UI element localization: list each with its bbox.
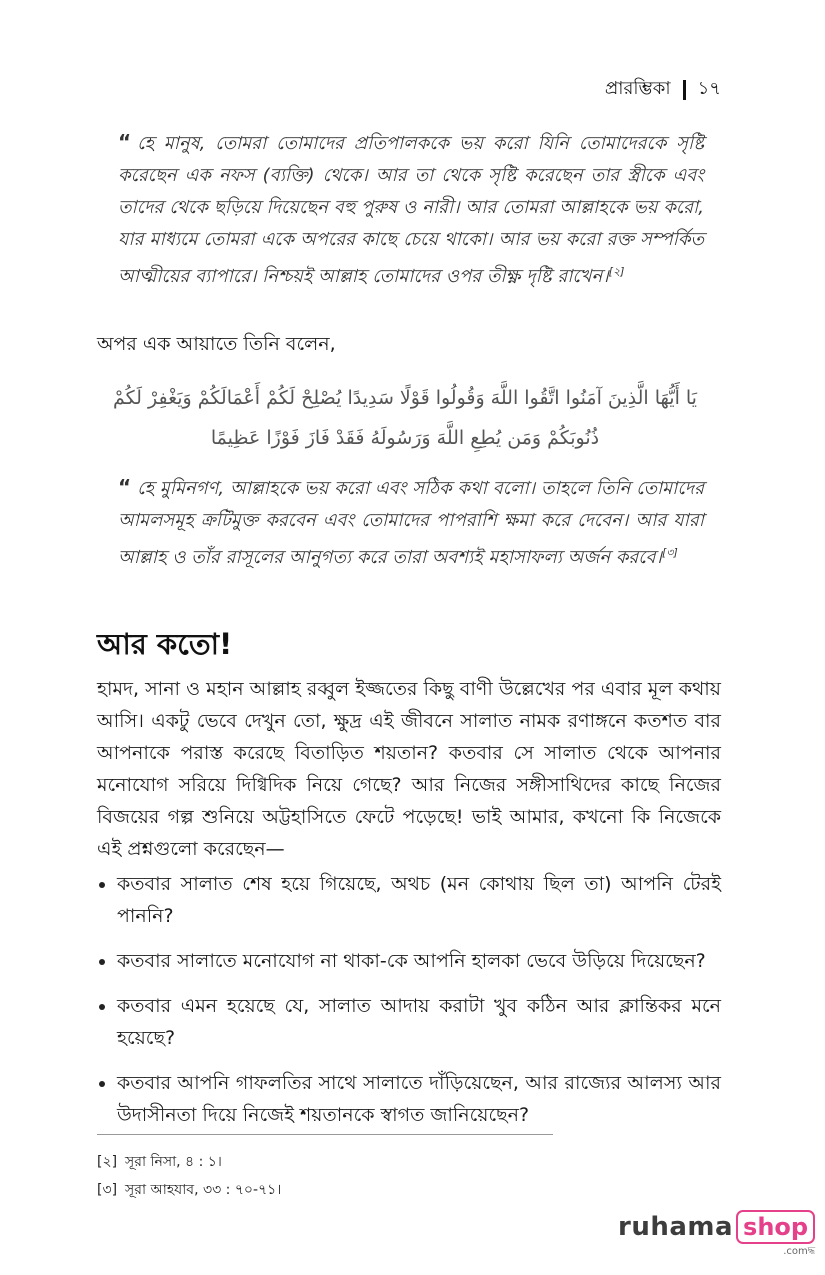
footnote-ref: [৩] — [662, 546, 678, 559]
logo-word: ruhama — [618, 1212, 734, 1242]
footnote — [97, 1178, 281, 1202]
footnote-divider — [97, 1134, 553, 1135]
intro-line: অপর এক আয়াতে তিনি বলেন, — [97, 333, 336, 355]
section-heading: আর কতো! — [97, 627, 233, 661]
section-title: প্রারম্ভিকা — [604, 78, 671, 99]
footnote-ref: [২] — [608, 265, 625, 278]
footnote-number: [২] — [97, 1154, 118, 1170]
logo-domain: .comদ্ধ — [783, 1246, 816, 1257]
ruhama-shop-logo — [618, 1210, 815, 1261]
question-list — [97, 868, 721, 1144]
page-number: ১৭ — [697, 78, 721, 99]
bullet-icon — [99, 882, 105, 888]
logo-shop: shop — [736, 1210, 815, 1244]
quote-nisa — [118, 126, 704, 293]
bullet-icon — [99, 1081, 105, 1087]
quote-mark-icon: “ — [118, 130, 132, 154]
quote-mark-icon: “ — [118, 475, 132, 499]
list-item: কতবার সালাতে মনোযোগ না থাকা-কে আপনি হালকা ভেবে উড়িয়ে দিয়েছেন? — [97, 945, 721, 977]
header-separator — [683, 80, 686, 100]
body-paragraph: হামদ, সানা ও মহান আল্লাহ রব্বুল ইজ্জতের কিছু বাণী উল্লেখের পর এবার মূল কথায় আসি। একটু ভেবে দেখুন তো, ক্ষুদ্র এই জীবনে সালাত নামক রণাঙ্গনে কতশত বার আপনাকে পরাস্ত করেছে বিতাড়িত শয়তান? কতবার সে সালাত থেকে আপনার মনোযোগ সরিয়ে দিগ্বিদিক নিয়ে গেছে? আর নিজের সঙ্গীসাথিদের কাছে নিজের বিজয়ের গল্প শুনিয়ে অট্টহাসিতে ফেটে পড়েছে! ভাই আমার, কখনো কি নিজেকে এই প্রশ্নগুলো করেছেন— — [97, 678, 721, 860]
footnote-text: সূরা নিসা, ৪ : ১। — [125, 1154, 222, 1170]
footnote — [97, 1150, 222, 1174]
quote-text: হে মুমিনগণ, আল্লাহকে ভয় করো এবং সঠিক কথা বলো। তাহলে তিনি তোমাদের আমলসমূহ ক্রটিমুক্ত করবেন এবং তোমাদের পাপরাশি ক্ষমা করে দেবেন। আর যারা আল্লাহ ও তাঁর রাসূলের আনুগত্য করে তারা অবশ্যই মহাসাফল্য অর্জন করবে। — [118, 478, 704, 568]
arabic-verse — [100, 378, 710, 458]
page-header — [605, 74, 721, 105]
arabic-line-2: ذُنُوبَكُمْ وَمَن يُطِعِ اللَّهَ وَرَسُولَهُ فَقَدْ فَازَ فَوْزًا عَظِيمًا — [210, 427, 600, 449]
footnote-text: সূরা আহযাব, ৩৩ : ৭০-৭১। — [125, 1182, 282, 1198]
quote-ahzab — [118, 471, 704, 574]
quote-text: হে মানুষ, তোমরা তোমাদের প্রতিপালককে ভয় করো যিনি তোমাদেরকে সৃষ্টি করেছেন এক নফস (ব্যক্তি) থেকে। আর তা থেকে সৃষ্টি করেছেন তার স্ত্রীকে এবং তাদের থেকে ছড়িয়ে দিয়েছেন বহু পুরুষ ও নারী। আর তোমরা আল্লাহকে ভয় করো, যার মাধ্যমে তোমরা একে অপরের কাছে চেয়ে থাকো। আর ভয় করো রক্ত সম্পর্কিত আত্মীয়ের ব্যাপারে। নিশ্চয়ই আল্লাহ তোমাদের ওপর তীক্ষ্ণ দৃষ্টি রাখেন। — [118, 133, 704, 287]
bullet-icon — [99, 959, 105, 965]
bullet-icon — [99, 1004, 105, 1010]
list-item: কতবার আপনি গাফলতির সাথে সালাতে দাঁড়িয়েছেন, আর রাজ্যের আলস্য আর উদাসীনতা দিয়ে নিজেই শয়তানকে স্বাগত জানিয়েছেন? — [97, 1067, 721, 1131]
arabic-line-1: يَا أَيُّهَا الَّذِينَ آمَنُوا اتَّقُوا اللَّهَ وَقُولُوا قَوْلًا سَدِيدًا يُصْلِحْ لَكُمْ أَعْمَالَكُمْ وَيَغْفِرْ لَكُمْ — [113, 387, 697, 409]
footnote-number: [৩] — [97, 1182, 118, 1198]
logo-shop-badge — [736, 1210, 815, 1261]
list-item: কতবার এমন হয়েছে যে, সালাত আদায় করাটা খুব কঠিন আর ক্লান্তিকর মনে হয়েছে? — [97, 990, 721, 1054]
list-item: কতবার সালাত শেষ হয়ে গিয়েছে, অথচ (মন কোথায় ছিল তা) আপনি টেরই পাননি? — [97, 868, 721, 932]
